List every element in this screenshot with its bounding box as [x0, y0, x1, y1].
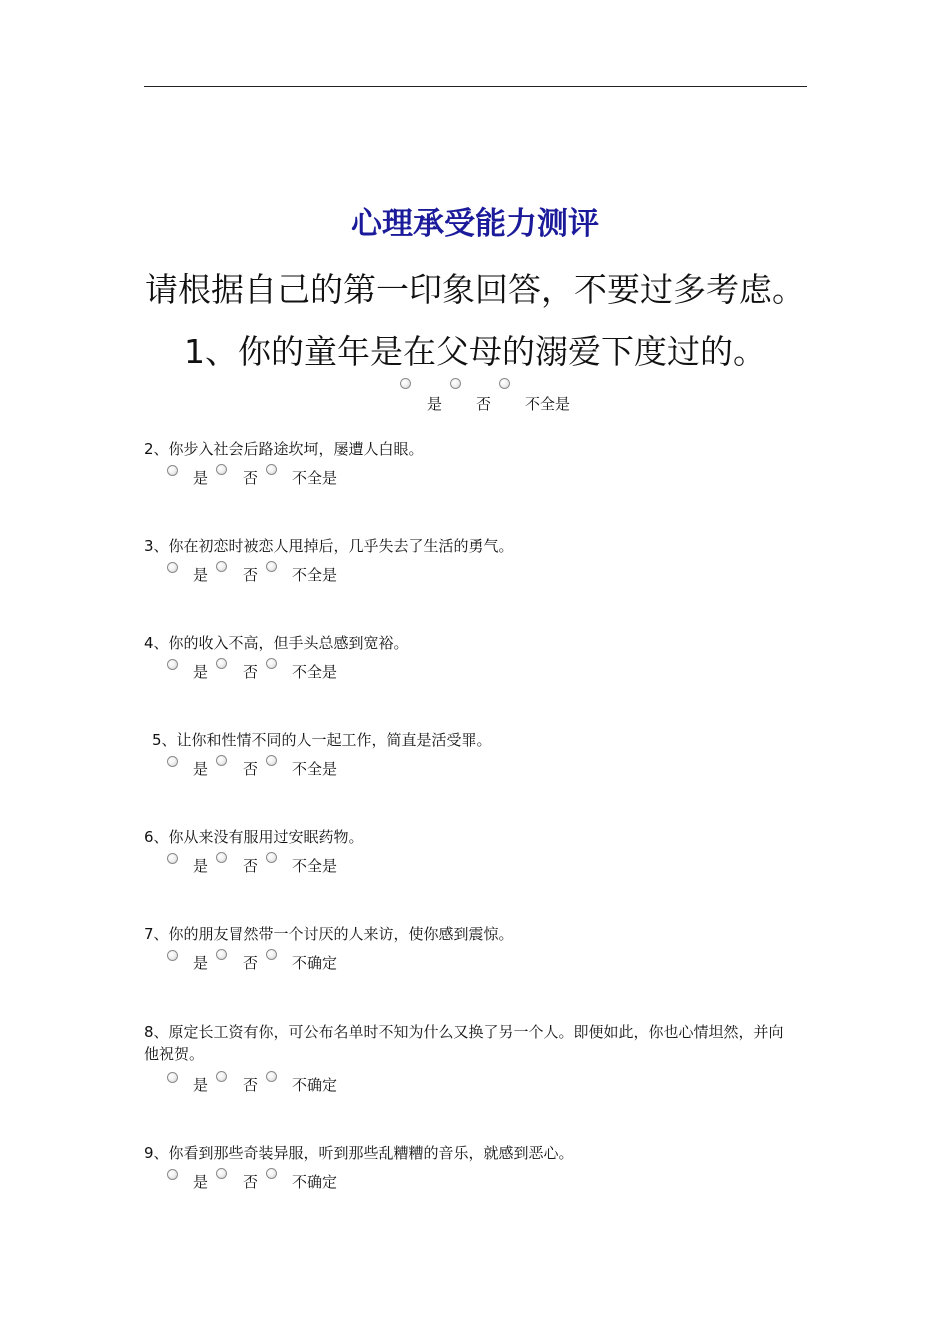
option-label-yes: 是: [427, 395, 443, 413]
radio-partly[interactable]: [266, 755, 277, 766]
option-label-partly: 不全是: [292, 663, 338, 681]
radio-no[interactable]: [216, 658, 227, 669]
option-label-no: 否: [243, 857, 259, 875]
radio-no[interactable]: [216, 852, 227, 863]
option-label-yes: 是: [193, 760, 209, 778]
option-label-no: 否: [476, 395, 492, 413]
radio-partly[interactable]: [266, 658, 277, 669]
question-text: 5、让你和性情不同的人一起工作，简直是活受罪。: [152, 731, 492, 749]
question-text: 4、你的收入不高，但手头总感到宽裕。: [144, 634, 409, 652]
radio-no[interactable]: [216, 464, 227, 475]
option-label-no: 否: [243, 1076, 259, 1094]
radio-yes[interactable]: [167, 1072, 178, 1083]
radio-no[interactable]: [216, 561, 227, 572]
option-label-partly: 不全是: [292, 469, 338, 487]
radio-yes[interactable]: [167, 562, 178, 573]
option-label-yes: 是: [193, 1173, 209, 1191]
radio-partly[interactable]: [266, 561, 277, 572]
option-label-unsure: 不确定: [292, 954, 338, 972]
option-label-partly: 不全是: [525, 395, 571, 413]
option-label-yes: 是: [193, 566, 209, 584]
option-label-no: 否: [243, 566, 259, 584]
radio-yes[interactable]: [167, 465, 178, 476]
option-label-no: 否: [243, 469, 259, 487]
radio-no[interactable]: [216, 1168, 227, 1179]
radio-no[interactable]: [216, 755, 227, 766]
question-text: 8、原定长工资有你，可公布名单时不知为什么又换了另一个人。即便如此，你也心情坦然，并向他祝贺。: [144, 1023, 784, 1063]
option-label-yes: 是: [193, 857, 209, 875]
radio-q1-partly[interactable]: [499, 378, 510, 389]
radio-partly[interactable]: [266, 464, 277, 475]
radio-q1-no[interactable]: [450, 378, 461, 389]
instructions: 请根据自己的第一印象回答，不要过多考虑。: [145, 270, 805, 309]
radio-no[interactable]: [216, 1071, 227, 1082]
header-rule: [144, 86, 807, 87]
option-label-partly: 不全是: [292, 760, 338, 778]
option-label-partly: 不全是: [292, 857, 338, 875]
radio-yes[interactable]: [167, 1169, 178, 1180]
option-label-unsure: 不确定: [292, 1173, 338, 1191]
option-label-no: 否: [243, 1173, 259, 1191]
radio-unsure[interactable]: [266, 1071, 277, 1082]
option-label-yes: 是: [193, 663, 209, 681]
question-text: 3、你在初恋时被恋人甩掉后，几乎失去了生活的勇气。: [144, 537, 514, 555]
radio-q1-yes[interactable]: [400, 378, 411, 389]
radio-no[interactable]: [216, 949, 227, 960]
option-label-no: 否: [243, 663, 259, 681]
option-label-yes: 是: [193, 954, 209, 972]
option-label-yes: 是: [193, 469, 209, 487]
radio-yes[interactable]: [167, 853, 178, 864]
question-text: 7、你的朋友冒然带一个讨厌的人来访，使你感到震惊。: [144, 925, 514, 943]
radio-unsure[interactable]: [266, 949, 277, 960]
question-text: 2、你步入社会后路途坎坷，屡遭人白眼。: [144, 440, 424, 458]
radio-yes[interactable]: [167, 659, 178, 670]
question-text: 9、你看到那些奇装异服，听到那些乱糟糟的音乐，就感到恶心。: [144, 1144, 574, 1162]
page-title: 心理承受能力测评: [351, 206, 599, 242]
option-label-no: 否: [243, 954, 259, 972]
radio-yes[interactable]: [167, 756, 178, 767]
option-label-partly: 不全是: [292, 566, 338, 584]
radio-yes[interactable]: [167, 950, 178, 961]
question-1-text: 1、你的童年是在父母的溺爱下度过的。: [184, 332, 766, 371]
question-text: 6、你从来没有服用过安眠药物。: [144, 828, 364, 846]
radio-partly[interactable]: [266, 852, 277, 863]
option-label-yes: 是: [193, 1076, 209, 1094]
option-label-unsure: 不确定: [292, 1076, 338, 1094]
option-label-no: 否: [243, 760, 259, 778]
radio-unsure[interactable]: [266, 1168, 277, 1179]
